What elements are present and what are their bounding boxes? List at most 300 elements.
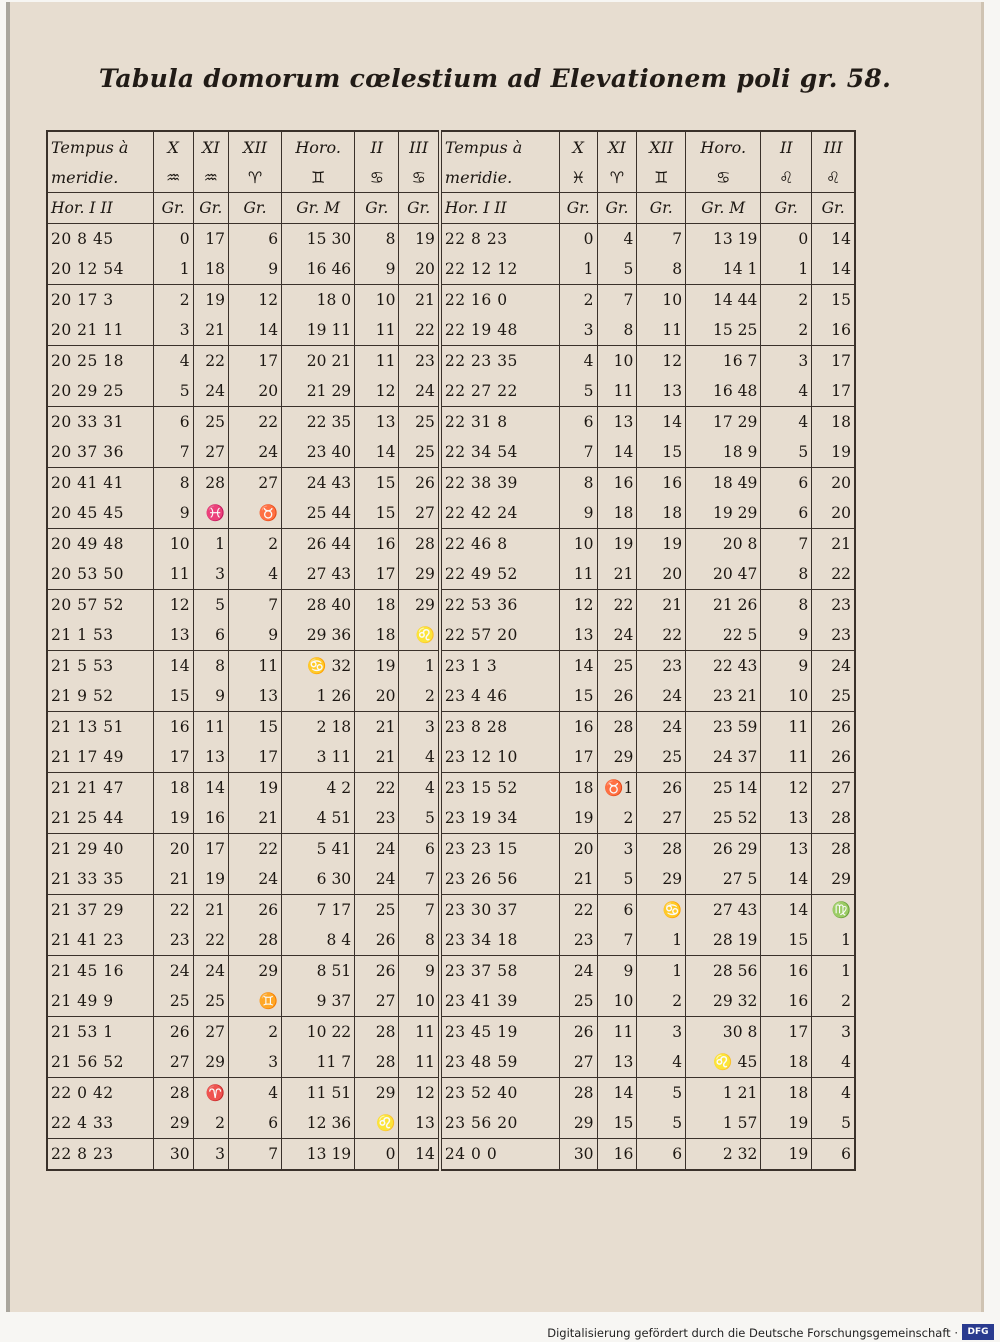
degree-cell: 27 43 xyxy=(282,559,355,590)
degree-cell: 11 7 xyxy=(282,1047,355,1078)
degree-cell: 23 59 xyxy=(686,712,761,743)
degree-cell: 9 xyxy=(193,681,228,712)
degree-cell: 24 37 xyxy=(686,742,761,773)
degree-cell: 16 46 xyxy=(282,254,355,285)
degree-cell: 18 xyxy=(193,254,228,285)
house-col-ii-right: II xyxy=(761,131,812,162)
unit-gr: Gr. xyxy=(559,193,597,224)
degree-cell: 12 xyxy=(229,285,282,316)
degree-cell: 13 xyxy=(597,407,637,438)
tempus-label-right: Tempus à xyxy=(440,131,560,162)
degree-cell: 15 30 xyxy=(282,224,355,255)
table-row xyxy=(47,1078,855,1109)
degree-cell: 22 xyxy=(229,407,282,438)
degree-cell: 1 21 xyxy=(686,1078,761,1109)
degree-cell: 4 xyxy=(812,1047,855,1078)
sign-aquarius-icon: ♒ xyxy=(153,162,193,193)
degree-cell: 13 xyxy=(229,681,282,712)
degree-cell: 25 xyxy=(559,986,597,1017)
degree-cell: 11 xyxy=(761,742,812,773)
degree-cell: 2 xyxy=(193,1108,228,1139)
degree-cell: 22 xyxy=(812,559,855,590)
degree-cell: 28 xyxy=(399,529,440,560)
degree-cell: 19 29 xyxy=(686,498,761,529)
degree-cell: 11 xyxy=(355,315,399,346)
house-col-xi-left: XI xyxy=(193,131,228,162)
degree-cell: 27 xyxy=(559,1047,597,1078)
table-row xyxy=(47,254,855,285)
degree-cell: 15 xyxy=(761,925,812,956)
degree-cell: 22 xyxy=(355,773,399,804)
degree-cell: 26 xyxy=(153,1017,193,1048)
degree-cell: 23 21 xyxy=(686,681,761,712)
time-cell-right: 22 23 35 xyxy=(440,346,560,377)
degree-cell: 10 xyxy=(597,986,637,1017)
time-cell-right: 23 41 39 xyxy=(440,986,560,1017)
table-row xyxy=(47,712,855,743)
meridie-label-left: meridie. xyxy=(47,162,153,193)
degree-cell: 22 xyxy=(559,895,597,926)
degree-cell: 25 xyxy=(812,681,855,712)
degree-cell: 28 xyxy=(153,1078,193,1109)
degree-cell: 21 29 xyxy=(282,376,355,407)
degree-cell: 22 5 xyxy=(686,620,761,651)
degree-cell: 10 xyxy=(597,346,637,377)
degree-cell: 16 xyxy=(597,468,637,499)
degree-cell: 6 xyxy=(153,407,193,438)
degree-cell: 29 36 xyxy=(282,620,355,651)
degree-cell: 7 xyxy=(597,925,637,956)
time-cell-left: 21 56 52 xyxy=(47,1047,153,1078)
degree-cell: 17 xyxy=(229,742,282,773)
degree-cell: 21 xyxy=(597,559,637,590)
time-cell-right: 22 46 8 xyxy=(440,529,560,560)
degree-cell: 30 xyxy=(559,1139,597,1171)
degree-cell: 0 xyxy=(355,1139,399,1171)
degree-cell: 1 xyxy=(399,651,440,682)
table-row xyxy=(47,1108,855,1139)
table-row xyxy=(47,407,855,438)
degree-cell: 14 xyxy=(761,895,812,926)
degree-cell: 28 19 xyxy=(686,925,761,956)
degree-cell: 14 xyxy=(355,437,399,468)
degree-cell: 10 xyxy=(399,986,440,1017)
degree-cell: 29 xyxy=(399,559,440,590)
house-col-x-right: X xyxy=(559,131,597,162)
degree-cell: 24 xyxy=(229,864,282,895)
degree-cell: 18 xyxy=(637,498,686,529)
unit-gr: Gr. xyxy=(399,193,440,224)
degree-cell: 22 xyxy=(399,315,440,346)
unit-gr: Gr. xyxy=(153,193,193,224)
time-cell-left: 22 0 42 xyxy=(47,1078,153,1109)
degree-cell: 0 xyxy=(559,224,597,255)
degree-cell: 6 xyxy=(597,895,637,926)
house-col-ii-left: II xyxy=(355,131,399,162)
degree-cell: 5 xyxy=(637,1078,686,1109)
degree-cell: 8 xyxy=(597,315,637,346)
degree-cell: 25 xyxy=(399,437,440,468)
table-row xyxy=(47,346,855,377)
degree-cell: 18 xyxy=(761,1047,812,1078)
degree-cell: 28 xyxy=(812,834,855,865)
degree-cell: 7 xyxy=(597,285,637,316)
degree-cell: 5 xyxy=(761,437,812,468)
degree-cell: 22 xyxy=(193,346,228,377)
degree-cell: 16 xyxy=(761,956,812,987)
degree-cell: 8 xyxy=(637,254,686,285)
unit-gr: Gr. xyxy=(355,193,399,224)
degree-cell: 10 xyxy=(153,529,193,560)
house-col-iii-right: III xyxy=(812,131,855,162)
time-cell-right: 23 19 34 xyxy=(440,803,560,834)
time-cell-right: 23 12 10 xyxy=(440,742,560,773)
degree-cell: 14 xyxy=(399,1139,440,1171)
degree-cell: 2 xyxy=(153,285,193,316)
degree-cell: 19 xyxy=(355,651,399,682)
degree-cell: 26 xyxy=(559,1017,597,1048)
degree-cell: 1 xyxy=(193,529,228,560)
degree-cell: 26 xyxy=(399,468,440,499)
degree-cell: 20 xyxy=(355,681,399,712)
table-row xyxy=(47,803,855,834)
degree-cell: 17 xyxy=(229,346,282,377)
time-cell-left: 21 33 35 xyxy=(47,864,153,895)
time-cell-left: 21 21 47 xyxy=(47,773,153,804)
degree-cell: ♈ xyxy=(193,1078,228,1109)
page-title: Tabula domorum cœlestium ad Elevationem poli gr. 58. xyxy=(98,64,892,93)
degree-cell: 28 40 xyxy=(282,590,355,621)
degree-cell: 20 47 xyxy=(686,559,761,590)
unit-gr: Gr. xyxy=(597,193,637,224)
degree-cell: 24 xyxy=(153,956,193,987)
degree-cell: 3 xyxy=(399,712,440,743)
table-row xyxy=(47,834,855,865)
time-cell-left: 20 17 3 xyxy=(47,285,153,316)
meridie-label-right: meridie. xyxy=(440,162,560,193)
degree-cell: 6 xyxy=(229,1108,282,1139)
table-body xyxy=(47,224,855,1171)
degree-cell: 26 xyxy=(355,925,399,956)
degree-cell: 19 xyxy=(812,437,855,468)
degree-cell: 26 44 xyxy=(282,529,355,560)
degree-cell: 27 xyxy=(153,1047,193,1078)
degree-cell: 2 xyxy=(399,681,440,712)
time-cell-left: 20 37 36 xyxy=(47,437,153,468)
degree-cell: 19 xyxy=(761,1139,812,1171)
degree-cell: 29 xyxy=(355,1078,399,1109)
degree-cell: 9 xyxy=(761,620,812,651)
degree-cell: 22 xyxy=(153,895,193,926)
degree-cell: 19 11 xyxy=(282,315,355,346)
degree-cell: 26 xyxy=(637,773,686,804)
degree-cell: 6 xyxy=(761,468,812,499)
degree-cell: 28 xyxy=(812,803,855,834)
sign-cancer-icon: ♋ xyxy=(399,162,440,193)
time-cell-right: 22 8 23 xyxy=(440,224,560,255)
degree-cell: 27 xyxy=(229,468,282,499)
degree-cell: 23 xyxy=(153,925,193,956)
degree-cell: 23 xyxy=(637,651,686,682)
degree-cell: 0 xyxy=(761,224,812,255)
degree-cell: 28 xyxy=(193,468,228,499)
degree-cell: 20 xyxy=(153,834,193,865)
degree-cell: ♌ 45 xyxy=(686,1047,761,1078)
degree-cell: 28 56 xyxy=(686,956,761,987)
degree-cell: 24 xyxy=(597,620,637,651)
degree-cell: 6 xyxy=(637,1139,686,1171)
time-cell-left: 20 45 45 xyxy=(47,498,153,529)
houses-table xyxy=(46,130,856,1171)
degree-cell: 21 xyxy=(637,590,686,621)
degree-cell: 21 xyxy=(153,864,193,895)
degree-cell: 4 2 xyxy=(282,773,355,804)
degree-cell: 24 xyxy=(812,651,855,682)
degree-cell: 20 xyxy=(399,254,440,285)
degree-cell: 10 xyxy=(559,529,597,560)
time-cell-right: 23 4 46 xyxy=(440,681,560,712)
time-cell-right: 23 34 18 xyxy=(440,925,560,956)
degree-cell: 17 xyxy=(355,559,399,590)
degree-cell: 17 29 xyxy=(686,407,761,438)
degree-cell: 7 xyxy=(399,895,440,926)
degree-cell: 8 xyxy=(761,590,812,621)
degree-cell: 10 xyxy=(637,285,686,316)
degree-cell: 19 xyxy=(229,773,282,804)
degree-cell: 1 xyxy=(637,956,686,987)
table-row xyxy=(47,864,855,895)
degree-cell: 25 xyxy=(637,742,686,773)
degree-cell: 16 xyxy=(812,315,855,346)
sign-cancer-icon: ♋ xyxy=(355,162,399,193)
degree-cell: 3 xyxy=(229,1047,282,1078)
degree-cell: 18 xyxy=(559,773,597,804)
degree-cell: 25 14 xyxy=(686,773,761,804)
degree-cell: 11 51 xyxy=(282,1078,355,1109)
degree-cell: 1 xyxy=(812,956,855,987)
degree-cell: 14 xyxy=(761,864,812,895)
degree-cell: ♌ xyxy=(355,1108,399,1139)
degree-cell: 12 36 xyxy=(282,1108,355,1139)
degree-cell: 15 xyxy=(153,681,193,712)
degree-cell: 23 xyxy=(812,620,855,651)
degree-cell: 8 xyxy=(355,224,399,255)
degree-cell: 17 xyxy=(559,742,597,773)
degree-cell: 17 xyxy=(193,834,228,865)
degree-cell: 6 xyxy=(559,407,597,438)
degree-cell: 8 xyxy=(153,468,193,499)
degree-cell: 8 xyxy=(559,468,597,499)
sign-pisces-icon: ♓ xyxy=(559,162,597,193)
degree-cell: 11 xyxy=(193,712,228,743)
degree-cell: 12 xyxy=(761,773,812,804)
unit-hours-left: Hor. I II xyxy=(47,193,153,224)
degree-cell: 16 xyxy=(355,529,399,560)
degree-cell: 25 44 xyxy=(282,498,355,529)
degree-cell: 3 xyxy=(597,834,637,865)
degree-cell: 29 xyxy=(193,1047,228,1078)
degree-cell: 24 xyxy=(355,834,399,865)
degree-cell: 16 7 xyxy=(686,346,761,377)
degree-cell: 3 xyxy=(193,1139,228,1171)
degree-cell: 15 25 xyxy=(686,315,761,346)
degree-cell: 16 xyxy=(637,468,686,499)
time-cell-left: 20 25 18 xyxy=(47,346,153,377)
sign-leo-icon: ♌ xyxy=(761,162,812,193)
degree-cell: 20 xyxy=(229,376,282,407)
degree-cell: ♋ 32 xyxy=(282,651,355,682)
degree-cell: 29 xyxy=(597,742,637,773)
footer-bar xyxy=(0,1318,1000,1342)
time-cell-right: 23 45 19 xyxy=(440,1017,560,1048)
degree-cell: 11 xyxy=(637,315,686,346)
degree-cell: 6 xyxy=(761,498,812,529)
degree-cell: 4 xyxy=(399,773,440,804)
degree-cell: 13 xyxy=(761,803,812,834)
degree-cell: 26 xyxy=(597,681,637,712)
degree-cell: 7 xyxy=(153,437,193,468)
time-cell-left: 21 29 40 xyxy=(47,834,153,865)
degree-cell: 11 xyxy=(597,376,637,407)
degree-cell: 12 xyxy=(153,590,193,621)
degree-cell: 26 29 xyxy=(686,834,761,865)
unit-gr: Gr. xyxy=(812,193,855,224)
degree-cell: 2 18 xyxy=(282,712,355,743)
sign-aries-icon: ♈ xyxy=(597,162,637,193)
degree-cell: 7 xyxy=(399,864,440,895)
degree-cell: 2 xyxy=(597,803,637,834)
degree-cell: 26 xyxy=(355,956,399,987)
degree-cell: 11 xyxy=(153,559,193,590)
degree-cell: 18 xyxy=(153,773,193,804)
degree-cell: 7 xyxy=(761,529,812,560)
degree-cell: 24 xyxy=(559,956,597,987)
houses-table-wrapper xyxy=(46,130,856,1171)
degree-cell: 18 xyxy=(355,590,399,621)
degree-cell: 9 xyxy=(597,956,637,987)
degree-cell: 10 xyxy=(761,681,812,712)
degree-cell: 1 xyxy=(761,254,812,285)
degree-cell: 24 xyxy=(229,437,282,468)
degree-cell: 16 xyxy=(597,1139,637,1171)
degree-cell: 11 xyxy=(559,559,597,590)
time-cell-right: 22 34 54 xyxy=(440,437,560,468)
degree-cell: 27 xyxy=(193,437,228,468)
degree-cell: 28 xyxy=(559,1078,597,1109)
degree-cell: 12 xyxy=(637,346,686,377)
degree-cell: 1 xyxy=(559,254,597,285)
time-cell-right: 22 57 20 xyxy=(440,620,560,651)
unit-gr: Gr. xyxy=(193,193,228,224)
degree-cell: 23 xyxy=(399,346,440,377)
degree-cell: 15 xyxy=(597,1108,637,1139)
time-cell-right: 23 15 52 xyxy=(440,773,560,804)
degree-cell: 8 xyxy=(761,559,812,590)
degree-cell: 29 xyxy=(153,1108,193,1139)
time-cell-left: 21 9 52 xyxy=(47,681,153,712)
degree-cell: 17 xyxy=(812,346,855,377)
degree-cell: 14 xyxy=(597,437,637,468)
time-cell-left: 21 49 9 xyxy=(47,986,153,1017)
degree-cell: 14 xyxy=(153,651,193,682)
tempus-label-left: Tempus à xyxy=(47,131,153,162)
degree-cell: 13 xyxy=(559,620,597,651)
degree-cell: 25 xyxy=(193,986,228,1017)
time-cell-left: 21 17 49 xyxy=(47,742,153,773)
degree-cell: 28 xyxy=(229,925,282,956)
degree-cell: 2 32 xyxy=(686,1139,761,1171)
time-cell-right: 23 1 3 xyxy=(440,651,560,682)
degree-cell: 21 xyxy=(399,285,440,316)
degree-cell: 15 xyxy=(559,681,597,712)
degree-cell: 19 xyxy=(399,224,440,255)
table-row xyxy=(47,529,855,560)
degree-cell: 14 xyxy=(812,254,855,285)
degree-cell: 22 xyxy=(193,925,228,956)
degree-cell: 15 xyxy=(355,498,399,529)
time-cell-right: 23 48 59 xyxy=(440,1047,560,1078)
degree-cell: 18 xyxy=(597,498,637,529)
time-cell-left: 21 41 23 xyxy=(47,925,153,956)
degree-cell: 16 xyxy=(761,986,812,1017)
degree-cell: 27 xyxy=(812,773,855,804)
time-cell-right: 22 12 12 xyxy=(440,254,560,285)
time-cell-right: 22 49 52 xyxy=(440,559,560,590)
time-cell-left: 21 37 29 xyxy=(47,895,153,926)
time-cell-left: 20 29 25 xyxy=(47,376,153,407)
degree-cell: 13 19 xyxy=(282,1139,355,1171)
degree-cell: 9 xyxy=(229,620,282,651)
degree-cell: 17 xyxy=(193,224,228,255)
degree-cell: 27 xyxy=(399,498,440,529)
degree-cell: 22 xyxy=(637,620,686,651)
table-row xyxy=(47,986,855,1017)
degree-cell: 5 xyxy=(193,590,228,621)
degree-cell: 29 xyxy=(559,1108,597,1139)
degree-cell: 3 xyxy=(637,1017,686,1048)
degree-cell: 4 xyxy=(153,346,193,377)
degree-cell: 5 xyxy=(597,254,637,285)
time-cell-right: 24 0 0 xyxy=(440,1139,560,1171)
time-cell-left: 20 33 31 xyxy=(47,407,153,438)
degree-cell: 16 48 xyxy=(686,376,761,407)
time-cell-left: 21 45 16 xyxy=(47,956,153,987)
time-cell-left: 20 21 11 xyxy=(47,315,153,346)
degree-cell: 13 xyxy=(637,376,686,407)
degree-cell: 7 xyxy=(559,437,597,468)
degree-cell: 25 52 xyxy=(686,803,761,834)
degree-cell: 22 xyxy=(597,590,637,621)
degree-cell: 8 xyxy=(399,925,440,956)
degree-cell: 6 xyxy=(193,620,228,651)
degree-cell: 6 xyxy=(229,224,282,255)
degree-cell: 15 xyxy=(229,712,282,743)
degree-cell: 13 xyxy=(193,742,228,773)
degree-cell: 4 xyxy=(399,742,440,773)
degree-cell: 9 xyxy=(229,254,282,285)
sign-leo-icon: ♌ xyxy=(812,162,855,193)
table-row xyxy=(47,437,855,468)
degree-cell: 25 xyxy=(399,407,440,438)
house-col-horo-right: Horo. xyxy=(686,131,761,162)
table-row xyxy=(47,1047,855,1078)
degree-cell: 28 xyxy=(637,834,686,865)
degree-cell: 3 xyxy=(153,315,193,346)
time-cell-right: 23 52 40 xyxy=(440,1078,560,1109)
house-col-xii-right: XII xyxy=(637,131,686,162)
degree-cell: 11 xyxy=(229,651,282,682)
degree-cell: 3 xyxy=(193,559,228,590)
